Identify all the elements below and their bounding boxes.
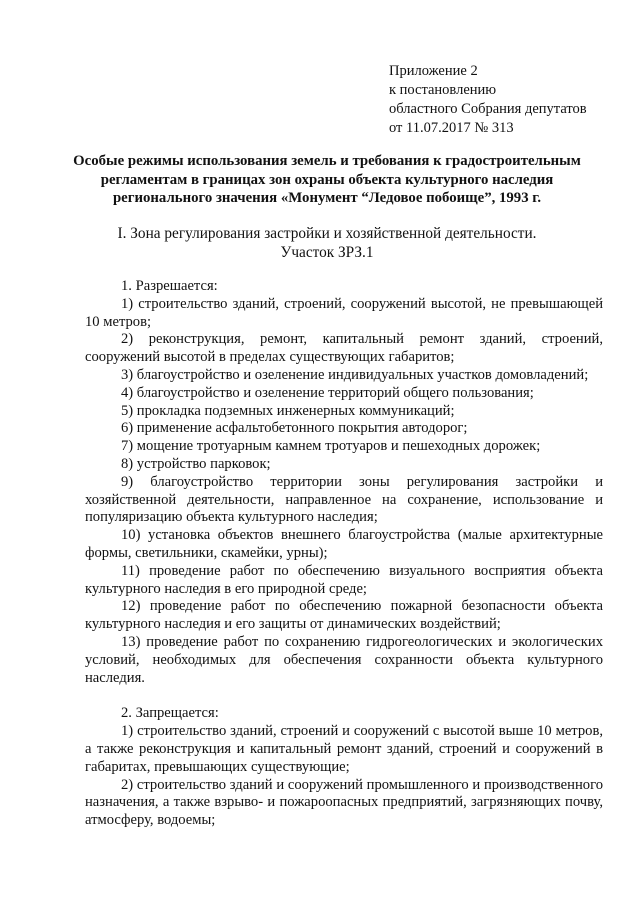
list-item: 1) строительство зданий, строений, сооружений высотой, не превышающей 10 метров; — [85, 295, 603, 330]
zone-name: I. Зона регулирования застройки и хозяйственной деятельности. — [117, 225, 537, 242]
list-item: 10) установка объектов внешнего благоустройства (малые архитектурные формы, светильники, скамейки, урны); — [85, 527, 603, 561]
section-heading-allowed: 1. Разрешается: — [121, 278, 218, 294]
list-item: 2) строительство зданий и сооружений промышленного и производственного назначения, а также взрыво- и пожароопасных предприятий, загрязняющих почву, атмосферу, водоемы; — [85, 776, 603, 829]
list-item: 7) мощение тротуарным камнем тротуаров и пешеходных дорожек; — [121, 438, 541, 455]
list-item: 9) благоустройство территории зоны регулирования застройки и хозяйственной деятельности, направленное на сохранение, использование и популяризацию объекта культурного наследия; — [85, 473, 603, 526]
appendix-number: Приложение 2 — [389, 63, 478, 79]
list-item: 11) проведение работ по обеспечению визуального восприятия объекта культурного наследия в его природной среде; — [85, 562, 603, 597]
section-heading-prohibited: 2. Запрещается: — [121, 705, 219, 722]
list-item: 3) благоустройство и озеленение индивидуальных участков домовладений; — [121, 366, 589, 383]
list-item: 13) проведение работ по сохранению гидрогеологических и экологических условий, необходимых для обеспечения сохранности объекта культурного наследия. — [85, 633, 603, 686]
appendix-block — [389, 62, 629, 138]
list-item: 12) проведение работ по обеспечению пожарной безопасности объекта культурного наследия и его защиты от динамических воздействий; — [85, 598, 603, 633]
list-item: 5) прокладка подземных инженерных коммуникаций; — [121, 402, 455, 419]
appendix-date: от 11.07.2017 № 313 — [389, 120, 514, 136]
list-item: 1) строительство зданий, строений и сооружений с высотой выше 10 метров, а также реконструкция и капитальный ремонт зданий, строений и сооружений в габаритах, превышающих существующие; — [85, 723, 603, 775]
section-gap — [85, 687, 603, 705]
document-body — [85, 278, 603, 830]
list-item: 6) применение асфальтобетонного покрытия автодорог; — [121, 420, 468, 437]
list-item: 4) благоустройство и озеленение территорий общего пользования; — [121, 384, 534, 401]
document-title: Особые режимы использования земель и требования к градостроительным регламентам в границах зон охраны объекта культурного наследия регионального значения «Монумент “Ледовое побоище”, 1993 г. — [73, 153, 581, 206]
appendix-issuer: областного Собрания депутатов — [389, 101, 587, 117]
list-item: 2) реконструкция, ремонт, капитальный ремонт зданий, строений, сооружений высотой в пределах существующих габаритов; — [85, 331, 603, 366]
appendix-ref: к постановлению — [389, 82, 497, 98]
zone-plot: Участок ЗРЗ.1 — [280, 244, 374, 261]
zone-heading — [60, 224, 594, 262]
list-item: 8) устройство парковок; — [121, 455, 271, 472]
